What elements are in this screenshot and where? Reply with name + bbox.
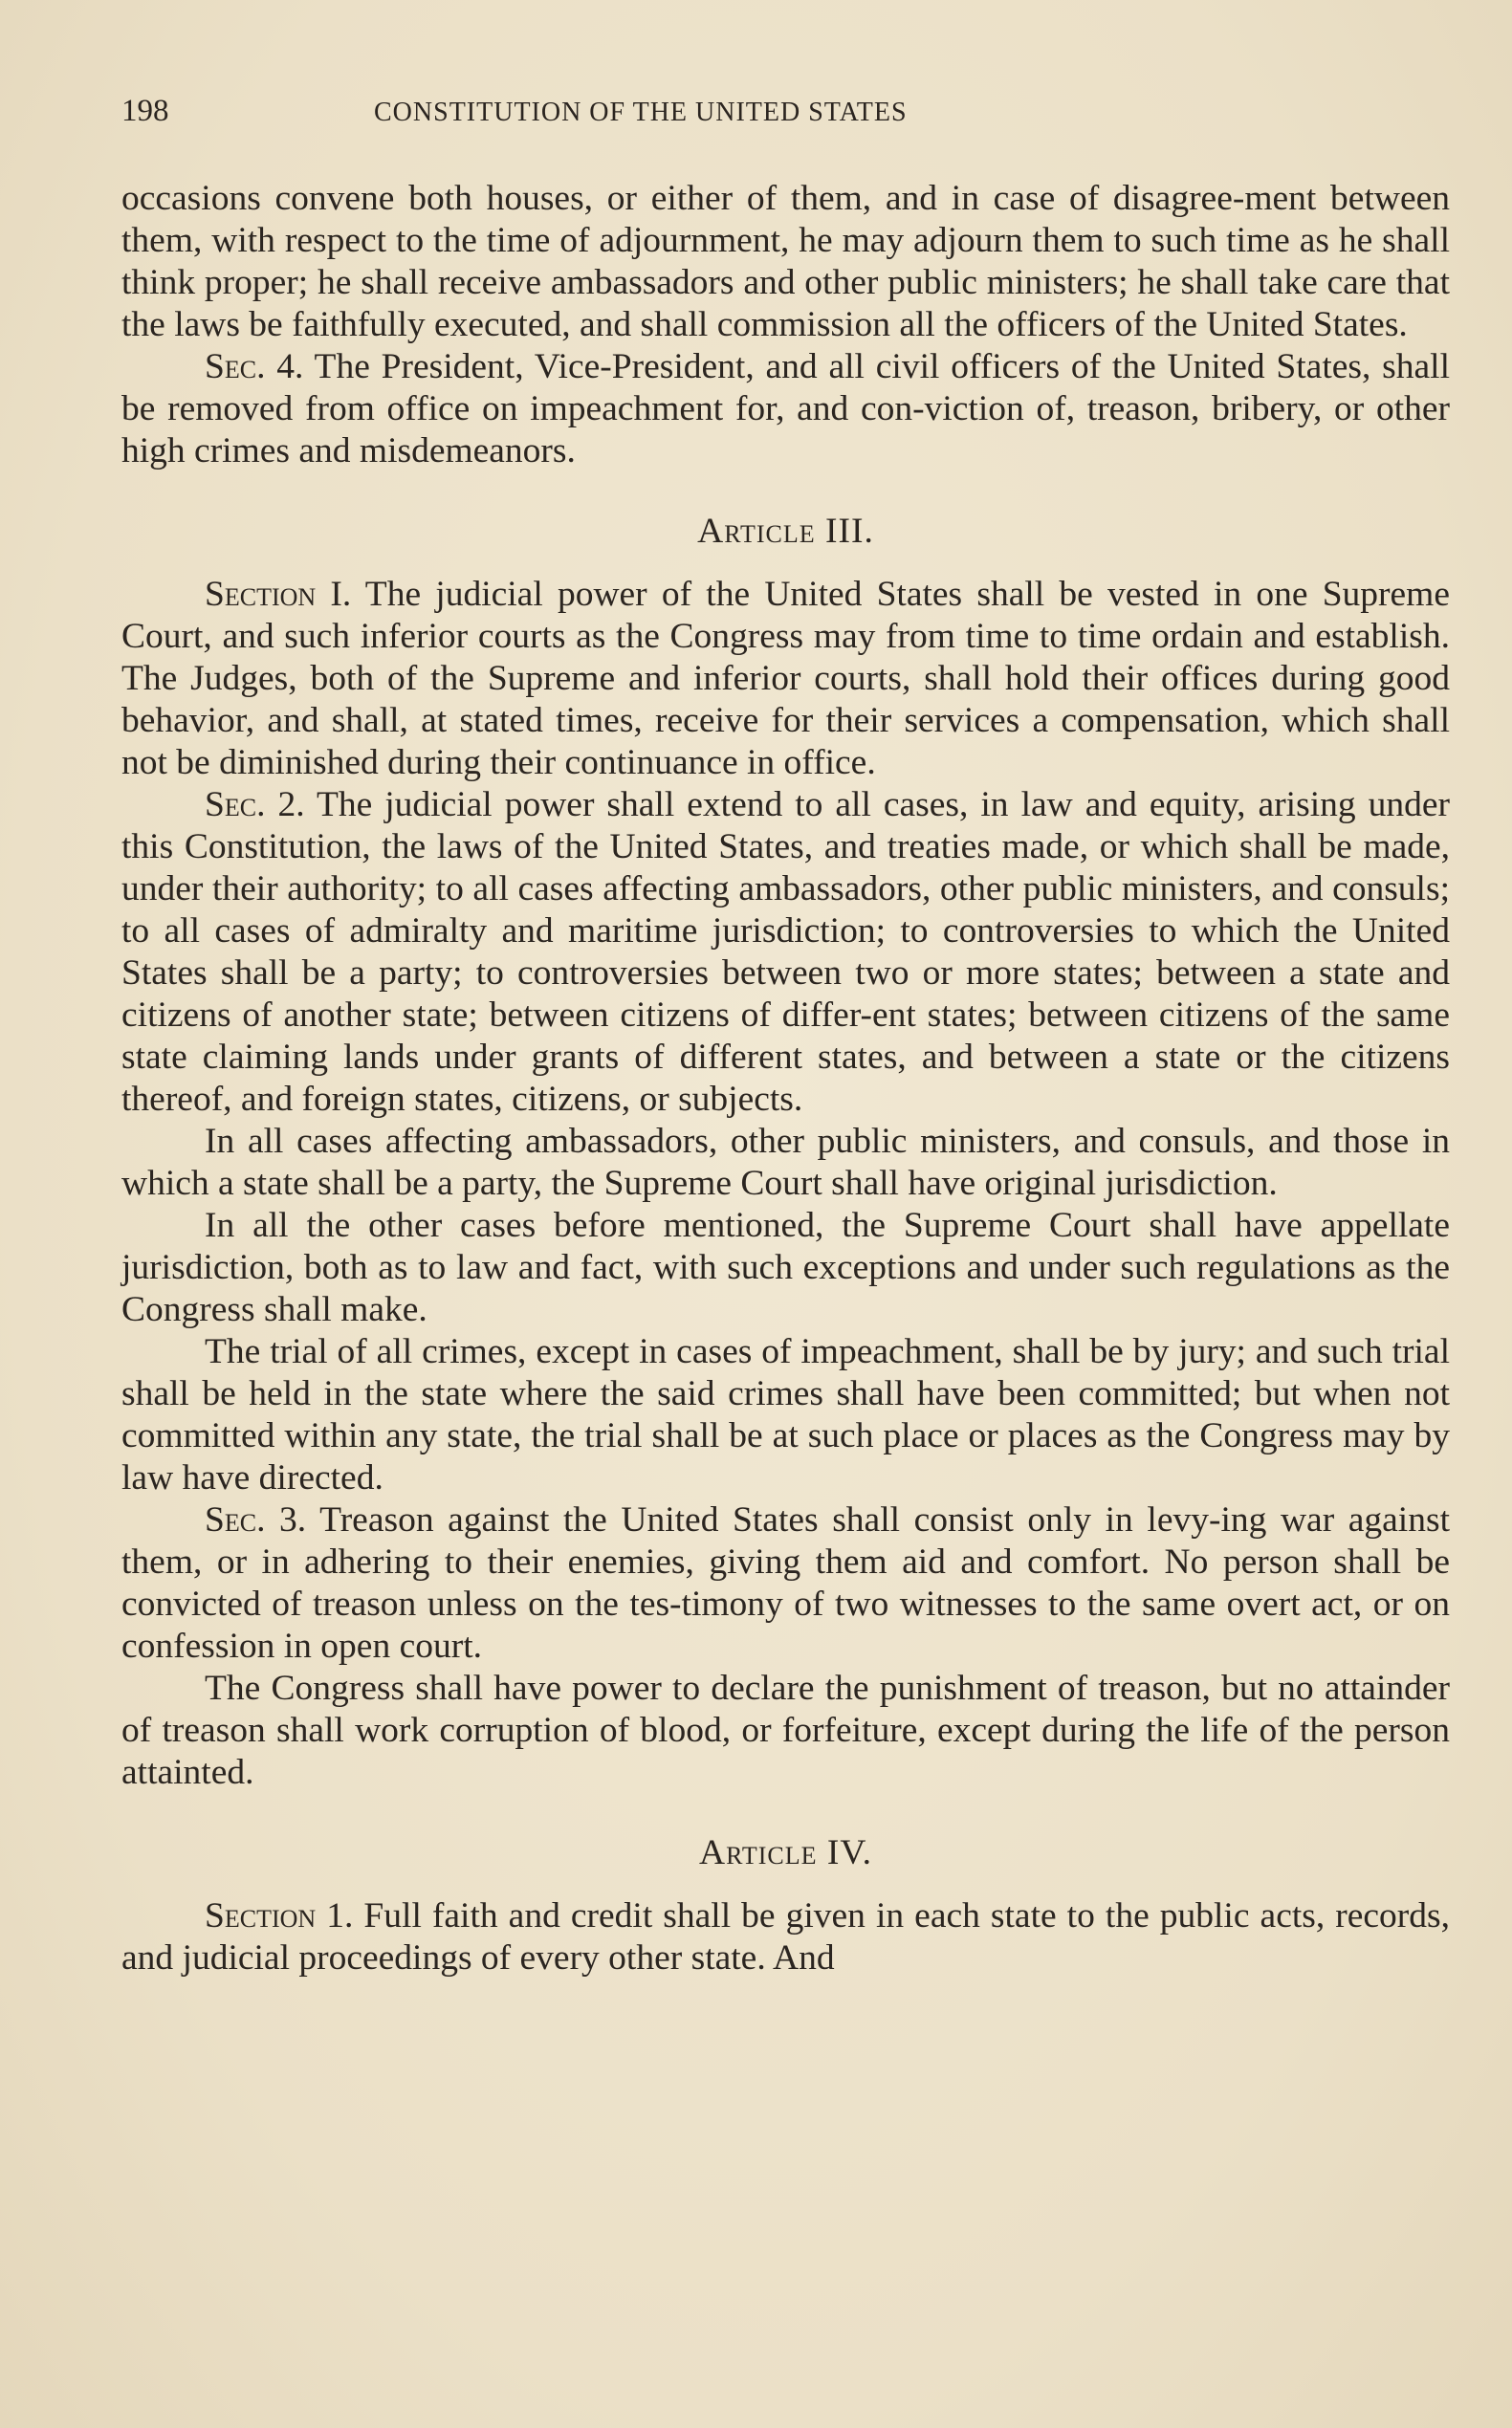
section-label: Sec. 2.	[205, 785, 305, 824]
article-heading-iii: Article III.	[697, 512, 874, 551]
section-text: The judicial power shall extend to all cases, in law and equity, arising under this Constitution, the laws of the United States, and treaties made, or which shall be made, under their authority; to all cases affecting ambassadors, other public ministers, and consuls; to all cases of admiralty and maritime jurisdiction; to controversies to which the United States shall be a party; to controversies between two or more states; between a state and citizens of another state; between citizens of differ-ent states; between citizens of the same state claiming lands under grants of different states, and between a state or the citizens thereof, and foreign states, citizens, or subjects.	[121, 785, 1450, 1119]
body-text	[121, 178, 1450, 1980]
paragraph-article3-sec1	[121, 574, 1450, 784]
section-text: Treason against the United States shall consist only in levy-ing war against them, or in adhering to their enemies, giving them aid and comfort. No person shall be convicted of treason unless on the tes-timony of two witnesses to the same overt act, or on confession in open court.	[121, 1500, 1450, 1666]
paragraph-article4-sec1	[121, 1895, 1450, 1980]
page-number: 198	[121, 94, 169, 128]
paragraph-continuation: occasions convene both houses, or either of them, and in case of disagree-ment between them, with respect to the time of adjournment, he may adjourn them to such time as he shall think proper; he shall receive ambassadors and other public ministers; he shall take care that the laws be faithfully executed, and shall commission all the officers of the United States.	[121, 179, 1450, 344]
section-text: The President, Vice-President, and all civil officers of the United States, shall be removed from office on impeachment for, and con-viction of, treason, bribery, or other high crimes and misdemeanors.	[121, 347, 1450, 470]
section-label: Section 1.	[205, 1896, 354, 1936]
paragraph-article3-sec2	[121, 784, 1450, 1121]
article-heading-iv: Article IV.	[699, 1833, 872, 1872]
paragraph-article3-sec2-appellate-jurisdiction: In all the other cases before mentioned, the Supreme Court shall have appellate jurisdiction, both as to law and fact, with such exceptions and under such regulations as the Congress shall make.	[121, 1206, 1450, 1329]
paragraph-article2-sec4	[121, 346, 1450, 472]
section-text: The judicial power of the United States shall be vested in one Supreme Court, and such inferior courts as the Congress may from time to time ordain and establish. The Judges, both of the Supreme and inferior courts, shall hold their offices during good behavior, and shall, at stated times, receive for their services a compensation, which shall not be diminished during their continuance in office.	[121, 575, 1450, 782]
running-head	[121, 94, 1450, 136]
paragraph-article3-sec2-original-jurisdiction: In all cases affecting ambassadors, other public ministers, and consuls, and those in which a state shall be a party, the Supreme Court shall have original jurisdiction.	[121, 1122, 1450, 1203]
paragraph-article3-sec3	[121, 1499, 1450, 1668]
running-title: CONSTITUTION OF THE UNITED STATES	[374, 98, 908, 127]
section-label: Sec. 4.	[205, 347, 304, 386]
section-label: Sec. 3.	[205, 1500, 307, 1540]
paragraph-article3-sec2-jury-trial: The trial of all crimes, except in cases of impeachment, shall be by jury; and such trial shall be held in the state where the said crimes shall have been committed; but when not committed within any state, the trial shall be at such place or places as the Congress may by law have directed.	[121, 1332, 1450, 1498]
section-text: Full faith and credit shall be given in each state to the public acts, records, and judicial proceedings of every other state. And	[121, 1896, 1451, 1978]
paragraph-article3-sec3-punishment: The Congress shall have power to declare the punishment of treason, but no attainder of treason shall work corruption of blood, or forfeiture, except during the life of the person attainted.	[121, 1669, 1450, 1792]
section-label: Section I.	[205, 575, 352, 614]
